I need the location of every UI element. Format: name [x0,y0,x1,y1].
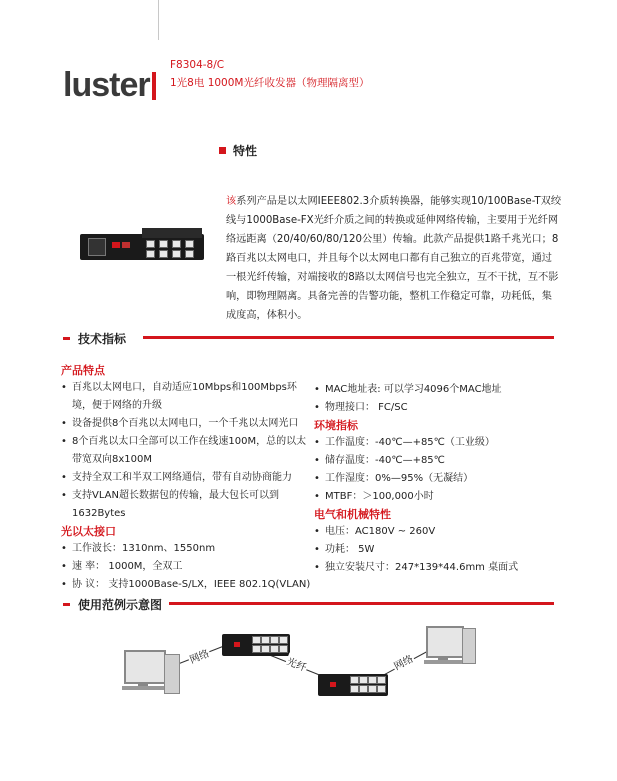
list-item: • 设备提供8个百兆以太网电口，一个千兆以太网光口 [61,415,317,433]
intro-paragraph [226,192,562,325]
list-item: • 8个百兆以太口全部可以工作在线速100M，总的以太 [61,433,317,451]
specs-heading-text: 技术指标 [78,331,127,346]
list-item: • 支持全双工和半双工网络通信，带有自动协商能力 [61,469,317,487]
section-rule [143,336,554,339]
list-item: • MTBF：＞100,000小时 [314,488,564,506]
dash-icon [63,603,70,606]
list-item: • 工作湿度：0%—95%（无凝结） [314,470,564,488]
environment-title: 环境指标 [314,419,358,432]
electrical-title: 电气和机械特性 [314,508,391,521]
list-item: • 支持VLAN超长数据包的传输，最大包长可以到 [61,487,317,505]
network-label-left: 网络 [186,644,212,666]
list-item: • 电压：AC180V ~ 260V [314,523,564,541]
list-item: • 储存温度：-40℃—+85℃ [314,452,564,470]
list-item: • 功耗： 5W [314,541,564,559]
list-item-continuation: 境，便于网络的升级 [72,400,162,411]
product-photo [80,228,204,260]
logo-accent-bar [152,72,156,100]
list-item: • 物理接口： FC/SC [314,399,564,417]
product-subtitle: 1光8电 1000M光纤收发器（物理隔离型） [170,77,370,89]
list-item: • 工作温度：-40℃—+85℃（工业级） [314,434,564,452]
network-label-right: 网络 [390,650,416,674]
section-rule [169,602,554,605]
usage-heading [63,597,554,611]
usage-diagram [0,612,617,781]
intro-first-char: 该 [226,196,237,207]
features-heading [219,142,257,159]
brand-logo: luster [63,66,150,104]
model-number: F8304-8/C [170,59,225,71]
specs-heading [63,331,554,345]
specs-left-column [61,362,317,594]
list-item: • 速 率： 1000M，全双工 [61,558,317,576]
product-features-title: 产品特点 [61,364,105,377]
specs-right-column [314,381,564,577]
list-item: • 协 议： 支持1000Base-S/LX，IEEE 802.1Q(VLAN) [61,576,317,594]
list-item-continuation: 1632Bytes [72,508,126,519]
dash-icon [63,337,70,340]
list-item: • 独立安装尺寸：247*139*44.6mm 桌面式 [314,559,564,577]
fiber-label: 光纤 [284,652,310,674]
intro-text: 系列产品是以太网IEEE802.3介质转换器，能够实现10/100Base-T双绞线与1000Base-FX光纤介质之间的转换或延伸网络传输，主要用于光纤网络远距离（20/40/60/80/120公里）传输。此款产品提供1路千兆光口；8路百兆以太网电口，并且每个以太网电口都有自己独立的百兆带宽，通过一根光纤传输，对端接收的8路以太网信号也完全独立，互不干扰，互不影响，即物理隔离。具备完善的告警功能，整机工作稳定可靠，功耗低，集成度高，体积小。 [226,196,562,321]
optical-interface-title: 光以太接口 [61,525,116,538]
top-divider-line [158,0,159,40]
features-heading-text: 特性 [233,144,258,158]
list-item: • 工作波长：1310nm、1550nm [61,540,317,558]
usage-heading-text: 使用范例示意图 [78,597,163,612]
list-item: • MAC地址表: 可以学习4096个MAC地址 [314,381,564,399]
list-item: • 百兆以太网电口，自动适应10Mbps和100Mbps环 [61,379,317,397]
connection-lines [0,612,617,781]
list-item-continuation: 带宽双向8x100M [72,454,152,465]
square-bullet-icon [219,147,226,154]
